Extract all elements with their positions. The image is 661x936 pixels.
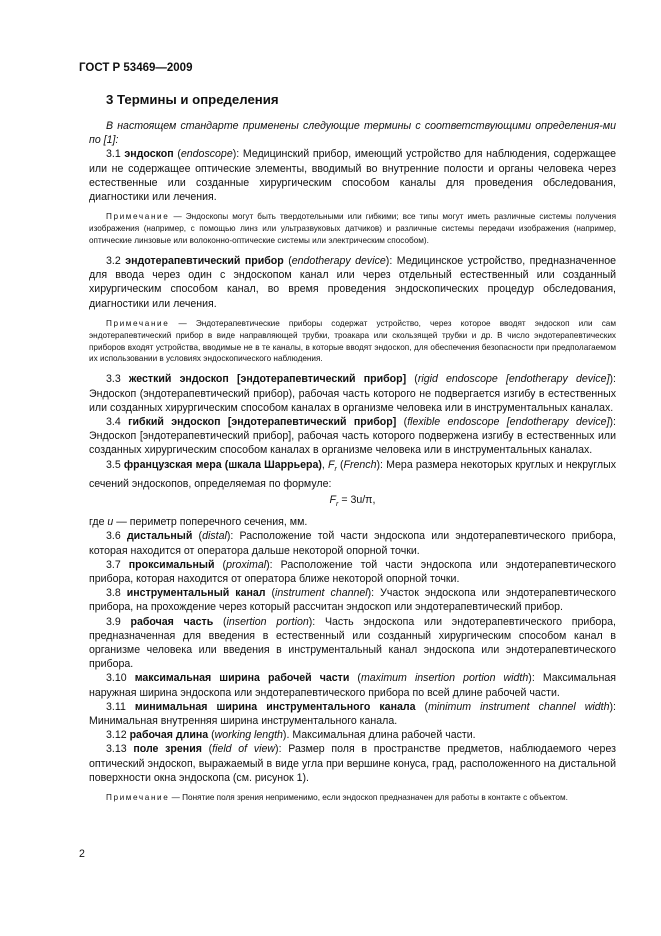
term-definition: : Расположение той части эндоскопа или эндотерапевтического прибора, которая находится от оператора дальше некоторой опорной точки. (89, 530, 616, 557)
term-name: максимальная ширина рабочей части (134, 672, 350, 685)
term-definition: : Часть эндоскопа или эндотерапевтического прибора, предназначенная для введения в естественный или созданный хирургическим способом канал в организме человека или введения в инструментальный канал эндоскопа или эндотерапевтического прибора. (89, 615, 616, 671)
term-english: rigid endoscope [endotherapy device] (417, 373, 610, 386)
formula-where: где u — периметр поперечного сечения, мм. (89, 516, 308, 529)
term-name: рабочая часть (130, 615, 214, 628)
term-definition: : Максимальная наружная ширина эндоскопа или эндотерапевтического прибора по всей длине рабочей части. (89, 672, 616, 699)
term-name: минимальная ширина инструментального канала (134, 700, 416, 713)
note-text: — Понятие поля зрения неприменимо, если эндоскоп предназначен для работы в контакте с объектом. (169, 793, 568, 803)
formula: $F_r = 3u/\pi$, (329, 494, 376, 509)
term-number: 3.11 (106, 700, 126, 713)
term-3-6: 3.6 дистальный (distal): Расположение той части эндоскопа или эндотерапевтического прибора, которая находится от оператора дальше некоторой опорной точки. (89, 530, 616, 557)
content-area (89, 92, 616, 811)
term-number: 3.3 (106, 373, 121, 386)
term-english: proximal (226, 558, 267, 571)
term-definition: : Медицинский прибор, имеющий устройство для наблюдения, содержащее или не содержащее оптические элементы, вводимый во внутренние полости и органы человека через естественные или созданные хирургическим способом каналы для проведения обследования, диагностики или лечения. (89, 148, 616, 204)
intro-paragraph: В настоящем стандарте применены следующие термины с соответствующими определения-ми по [1]: (89, 120, 616, 147)
term-number: 3.6 (106, 530, 121, 543)
term-3-1: 3.1 эндоскоп (endoscope): Медицинский прибор, имеющий устройство для наблюдения, содержащее или не содержащее оптические элементы, вводимый во внутренние полости и органы человека через естественные или созданные хирургическим способом каналы для проведения обследования, диагностики или лечения. (89, 148, 616, 204)
term-3-7: 3.7 проксимальный (proximal): Расположение той части эндоскопа или эндотерапевтического прибора, которая находится от оператора ближе некоторой опорной точки. (89, 558, 616, 586)
term-definition: : Эндоскоп (эндотерапевтический прибор), рабочая часть которого не подвергается изгибу в естественных или созданных хирургическим способом каналах в организме человека или в инструментальных каналах. (89, 373, 616, 414)
term-symbol: $F_r$ (328, 458, 337, 473)
page-number: 2 (79, 848, 85, 860)
term-name: дистальный (126, 530, 193, 543)
document-header: ГОСТ Р 53469—2009 (79, 62, 193, 74)
term-english: field of view (212, 743, 276, 756)
term-english: endoscope (180, 148, 233, 161)
term-name: французская мера (шкала Шаррьера) (123, 458, 322, 471)
term-name: поле зрения (133, 743, 202, 756)
term-name: эндоскоп (124, 148, 174, 161)
note-1 (89, 211, 616, 247)
term-3-11: 3.11 минимальная ширина инструментального канала (minimum instrument channel width): Минимальная внутренняя ширина инструментального канала. (89, 700, 616, 728)
term-3-12: 3.12 рабочая длина (working length). Максимальная длина рабочей части. (106, 729, 476, 742)
term-name: инструментальный канал (126, 587, 266, 600)
term-definition: : Эндоскоп [эндотерапевтический прибор], рабочая часть которого подвержена изгибу в естественных или созданных хирургическим способом каналах в организме человека или в инструментальных каналах. (89, 415, 616, 457)
note-label: Примечание (106, 318, 170, 328)
term-number: 3.2 (106, 254, 121, 267)
term-number: 3.10 (106, 672, 127, 685)
term-english: endotherapy device (291, 254, 386, 267)
term-english: distal (202, 530, 227, 543)
term-definition: : Мера размера некоторых круглых и некруглых сечений эндоскопов, определяемая по формуле: (89, 458, 616, 490)
note-text: — Эндоскопы могут быть твердотельными или гибкими; все типы могут иметь различные системы получения изображения (например, с помощью линз или ультразвуковых датчиков) и различные системы передачи изображения (например, оптические линзовые или волоконно-оптические системы или электрическим способом). (89, 212, 616, 246)
term-3-9: 3.9 рабочая часть (insertion portion): Часть эндоскопа или эндотерапевтического прибора, предназначенная для введения в естественный или созданный хирургическим способом канал в организме человека или введения в инструментальный канал эндоскопа или эндотерапевтического прибора. (89, 615, 616, 671)
term-number: 3.8 (106, 587, 121, 600)
term-number: 3.5 (106, 458, 121, 471)
term-number: 3.13 (106, 743, 127, 756)
term-number: 3.7 (106, 558, 121, 571)
term-english: insertion portion (226, 615, 309, 628)
note-2 (89, 318, 616, 366)
note-3 (89, 792, 616, 804)
term-3-5: 3.5 французская мера (шкала Шаррьера), $F_r$ (French): Мера размера некоторых круглых и некруглых сечений эндоскопов, определяемая по формуле: (89, 458, 616, 490)
section-title: 3 Термины и определения (106, 92, 279, 107)
term-3-3: 3.3 жесткий эндоскоп [эндотерапевтический прибор] (rigid endoscope [endotherapy device]): Эндоскоп (эндотерапевтический прибор), рабочая часть которого не подвергается изгибу в естественных или созданных хирургическим способом каналах в организме человека или в инструментальных каналах. (89, 373, 616, 414)
note-label: Примечание (106, 793, 170, 803)
term-english: maximum insertion portion width (360, 672, 529, 685)
term-name: проксимальный (128, 558, 215, 571)
term-3-13: 3.13 поле зрения (field of view): Размер поля в пространстве предметов, наблюдаемого через оптический эндоскоп, выражаемый в виде угла при вершине конуса, град, расположенного на дистальной поверхности окна эндоскопа (см. рисунок 1). (89, 743, 616, 784)
term-3-8: 3.8 инструментальный канал (instrument channel): Участок эндоскопа или эндотерапевтического прибора, на прохождение через который рассчитан эндоскоп или эндотерапевтический прибор. (89, 587, 616, 614)
note-text: — Эндотерапевтические приборы содержат устройство, через которое вводят эндоскоп или сам эндотерапевтический прибор в виде направляющей трубки, троакара или скользящей трубки и др. В число эндотерапевтических приборов входят устройства, вводимые не в те каналы, в которые вводят эндоскоп, для обеспечения безопасности при предполагаемом их использовании в условиях эндоскопического наблюдения. (89, 318, 616, 364)
term-3-4: 3.4 гибкий эндоскоп [эндотерапевтический прибор] (flexible endoscope [endotherapy device]): Эндоскоп [эндотерапевтический прибор], рабочая часть которого подвержена изгибу в естественных или созданных хирургическим способом каналах в организме человека или в инструментальных каналах. (89, 415, 616, 457)
term-3-10: 3.10 максимальная ширина рабочей части (maximum insertion portion width): Максимальная наружная ширина эндоскопа или эндотерапевтического прибора по всей длине рабочей части. (89, 672, 616, 699)
term-number: 3.9 (106, 615, 121, 628)
term-definition: : Медицинское устройство, предназначенное для ввода через один с эндоскопом канал или через отдельный естественный или созданный хирургическим способом канал, во время проведения эндоскопических процедур обследования, диагностики или лечения. (89, 254, 616, 310)
term-definition: . Максимальная длина рабочей части. (286, 729, 476, 742)
term-english: instrument channel (275, 587, 368, 600)
note-label: Примечание (106, 212, 170, 222)
term-definition: : Участок эндоскопа или эндотерапевтического прибора, на прохождение через который рассчитан эндоскоп или эндотерапевтический прибор. (89, 587, 616, 614)
term-name: эндотерапевтический прибор (125, 254, 284, 267)
term-name: жесткий эндоскоп [эндотерапевтический прибор] (128, 373, 407, 386)
term-definition: : Расположение той части эндоскопа или эндотерапевтического прибора, которая находится от оператора ближе некоторой опорной точки. (89, 558, 616, 586)
term-number: 3.12 (106, 729, 127, 742)
term-number: 3.4 (106, 415, 121, 428)
term-english: flexible endoscope [endotherapy device] (407, 415, 610, 428)
term-name: гибкий эндоскоп [эндотерапевтический прибор] (128, 415, 397, 428)
term-english: minimum instrument channel width (428, 700, 610, 713)
term-english: French (343, 458, 377, 471)
term-name: рабочая длина (129, 729, 209, 742)
term-english: working length (214, 729, 283, 742)
term-definition: : Размер поля в пространстве предметов, наблюдаемого через оптический эндоскоп, выражаемый в виде угла при вершине конуса, град, расположенного на дистальной поверхности окна эндоскопа (см. рисунок 1). (89, 743, 616, 784)
term-number: 3.1 (106, 148, 121, 161)
term-definition: : Минимальная внутренняя ширина инструментального канала. (89, 700, 616, 728)
term-3-2: 3.2 эндотерапевтический прибор (endotherapy device): Медицинское устройство, предназначенное для ввода через один с эндоскопом канал или через отдельный естественный или созданный хирургическим способом канал, во время проведения эндоскопических процедур обследования, диагностики или лечения. (89, 254, 616, 310)
